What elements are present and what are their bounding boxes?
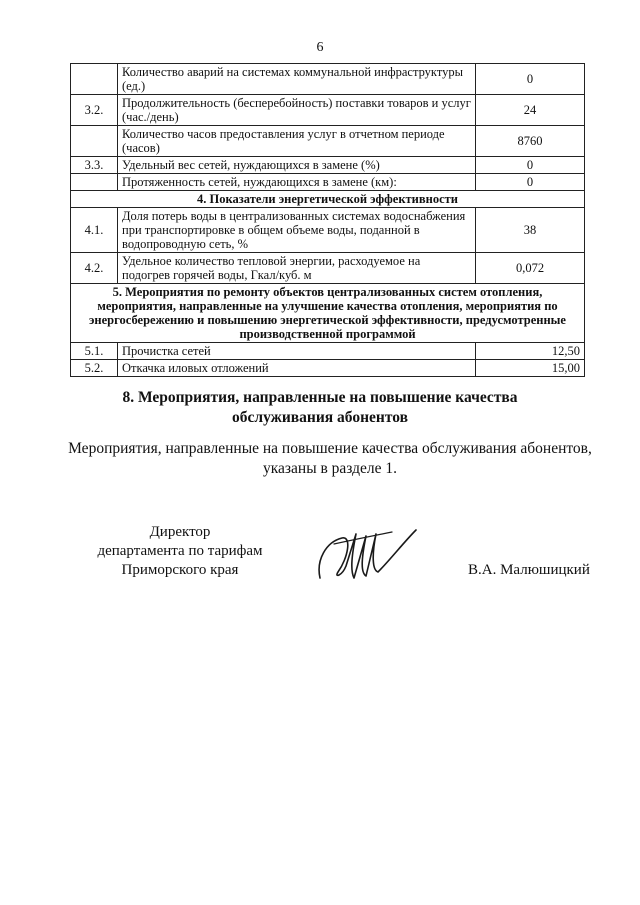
- signatory-title-line: департамента по тарифам: [97, 543, 263, 559]
- row-description: Прочистка сетей: [118, 343, 476, 360]
- table-row: [71, 174, 585, 191]
- table-row: [71, 64, 585, 95]
- section-heading: 8. Мероприятия, направленные на повышение качества обслуживания абонентов: [122, 389, 518, 426]
- table-section-row: [71, 284, 585, 343]
- row-value: 0: [476, 157, 585, 174]
- row-description: Количество аварий на системах коммунальной инфраструктуры (ед.): [118, 64, 476, 95]
- row-value: 24: [476, 95, 585, 126]
- row-number: 3.2.: [71, 95, 118, 126]
- signatory-title-line: Директор: [149, 524, 211, 540]
- row-description: Продолжительность (бесперебойность) поставки товаров и услуг (час./день): [118, 95, 476, 126]
- table-section-title: 5. Мероприятия по ремонту объектов централизованных систем отопления, мероприятия, направленные на улучшение качества отопления, мероприятия по энергосбережению и повышению энергетической эффективности, предусмотренные производственной программой: [71, 284, 585, 343]
- row-value: 38: [476, 208, 585, 253]
- row-number: [71, 174, 118, 191]
- row-value: 0,072: [476, 253, 585, 284]
- row-number: 4.1.: [71, 208, 118, 253]
- indicators-table-body: [71, 64, 585, 377]
- table-row: [71, 95, 585, 126]
- handwritten-signature: [312, 520, 422, 590]
- signatory-name: В.А. Малюшицкий: [468, 562, 590, 578]
- table-section-title: 4. Показатели энергетической эффективности: [71, 191, 585, 208]
- row-value: 0: [476, 64, 585, 95]
- table-row: [71, 360, 585, 377]
- table-row: [71, 253, 585, 284]
- signatory-title-line: Приморского края: [121, 562, 239, 578]
- row-number: 5.1.: [71, 343, 118, 360]
- table-row: [71, 343, 585, 360]
- row-description: Откачка иловых отложений: [118, 360, 476, 377]
- row-description: Доля потерь воды в централизованных системах водоснабжения при транспортировке в общем объеме воды, поданной в водопроводную сеть, %: [118, 208, 476, 253]
- row-number: 3.3.: [71, 157, 118, 174]
- row-value: 8760: [476, 126, 585, 157]
- section-paragraph: Мероприятия, направленные на повышение качества обслуживания абонентов, указаны в разделе 1.: [68, 440, 592, 477]
- row-number: 5.2.: [71, 360, 118, 377]
- table-row: [71, 157, 585, 174]
- row-description: Удельный вес сетей, нуждающихся в замене (%): [118, 157, 476, 174]
- table-row: [71, 126, 585, 157]
- row-description: Количество часов предоставления услуг в отчетном периоде (часов): [118, 126, 476, 157]
- row-number: [71, 126, 118, 157]
- indicators-table: [70, 63, 585, 377]
- row-value: 0: [476, 174, 585, 191]
- signatory-title: [60, 523, 300, 580]
- row-number: 4.2.: [71, 253, 118, 284]
- table-section-row: [71, 191, 585, 208]
- row-value: 12,50: [476, 343, 585, 360]
- row-description: Протяженность сетей, нуждающихся в замене (км):: [118, 174, 476, 191]
- row-number: [71, 64, 118, 95]
- table-row: [71, 208, 585, 253]
- page-number: 6: [316, 40, 324, 55]
- row-description: Удельное количество тепловой энергии, расходуемое на подогрев горячей воды, Гкал/куб. м: [118, 253, 476, 284]
- row-value: 15,00: [476, 360, 585, 377]
